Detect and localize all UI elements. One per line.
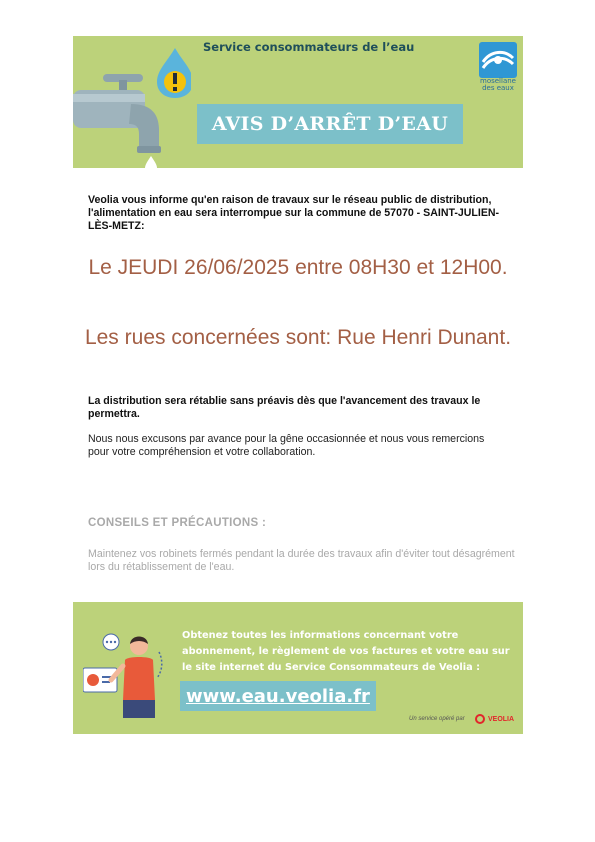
water-tap-icon [73,44,191,168]
footer-info-text: Obtenez toutes les informations concernant votre abonnement, le règlement de vos factures et votre eau sur le site internet du Service Consommateurs de Veolia : [182,630,510,673]
title-box [197,104,463,144]
mosellane-logo-icon [477,40,519,102]
website-link[interactable]: www.eau.veolia.fr [180,681,376,711]
customer-service-illustration-icon [83,630,177,720]
restore-notice: La distribution sera rétablie sans préavis dès que l'avancement des travaux le permettra. [88,395,481,420]
footer-banner [73,602,523,734]
interruption-date: Le JEUDI 26/06/2025 entre 08H30 et 12H00. [88,256,508,279]
service-title: Service consommateurs de l’eau [203,40,415,54]
veolia-icon [475,714,485,724]
intro-text: Veolia vous informe qu'en raison de travaux sur le réseau public de distribution, l'alimentation en eau sera interrompue sur la commune de 57070 - SAINT-JULIEN-LÈS-METZ: [88,194,500,232]
veolia-brand: VEOLIA [488,715,515,723]
header-banner [73,36,523,168]
advice-title: CONSEILS ET PRÉCAUTIONS : [88,517,267,529]
veolia-logo [475,714,514,724]
logo-label: mosellane des eaux [480,77,516,92]
apology-text: Nous nous excusons par avance pour la gêne occasionnée et nous vous remercions pour votre compréhension et votre collaboration. [88,433,485,458]
page-title: AVIS D’ARRÊT D’EAU [211,113,449,135]
operator-credit: Un service opéré par [409,716,465,722]
affected-streets: Les rues concernées sont: Rue Henri Dunant. [84,326,512,349]
advice-text: Maintenez vos robinets fermés pendant la durée des travaux afin d'éviter tout désagrément lors du rétablissement de l'eau. [88,548,515,573]
